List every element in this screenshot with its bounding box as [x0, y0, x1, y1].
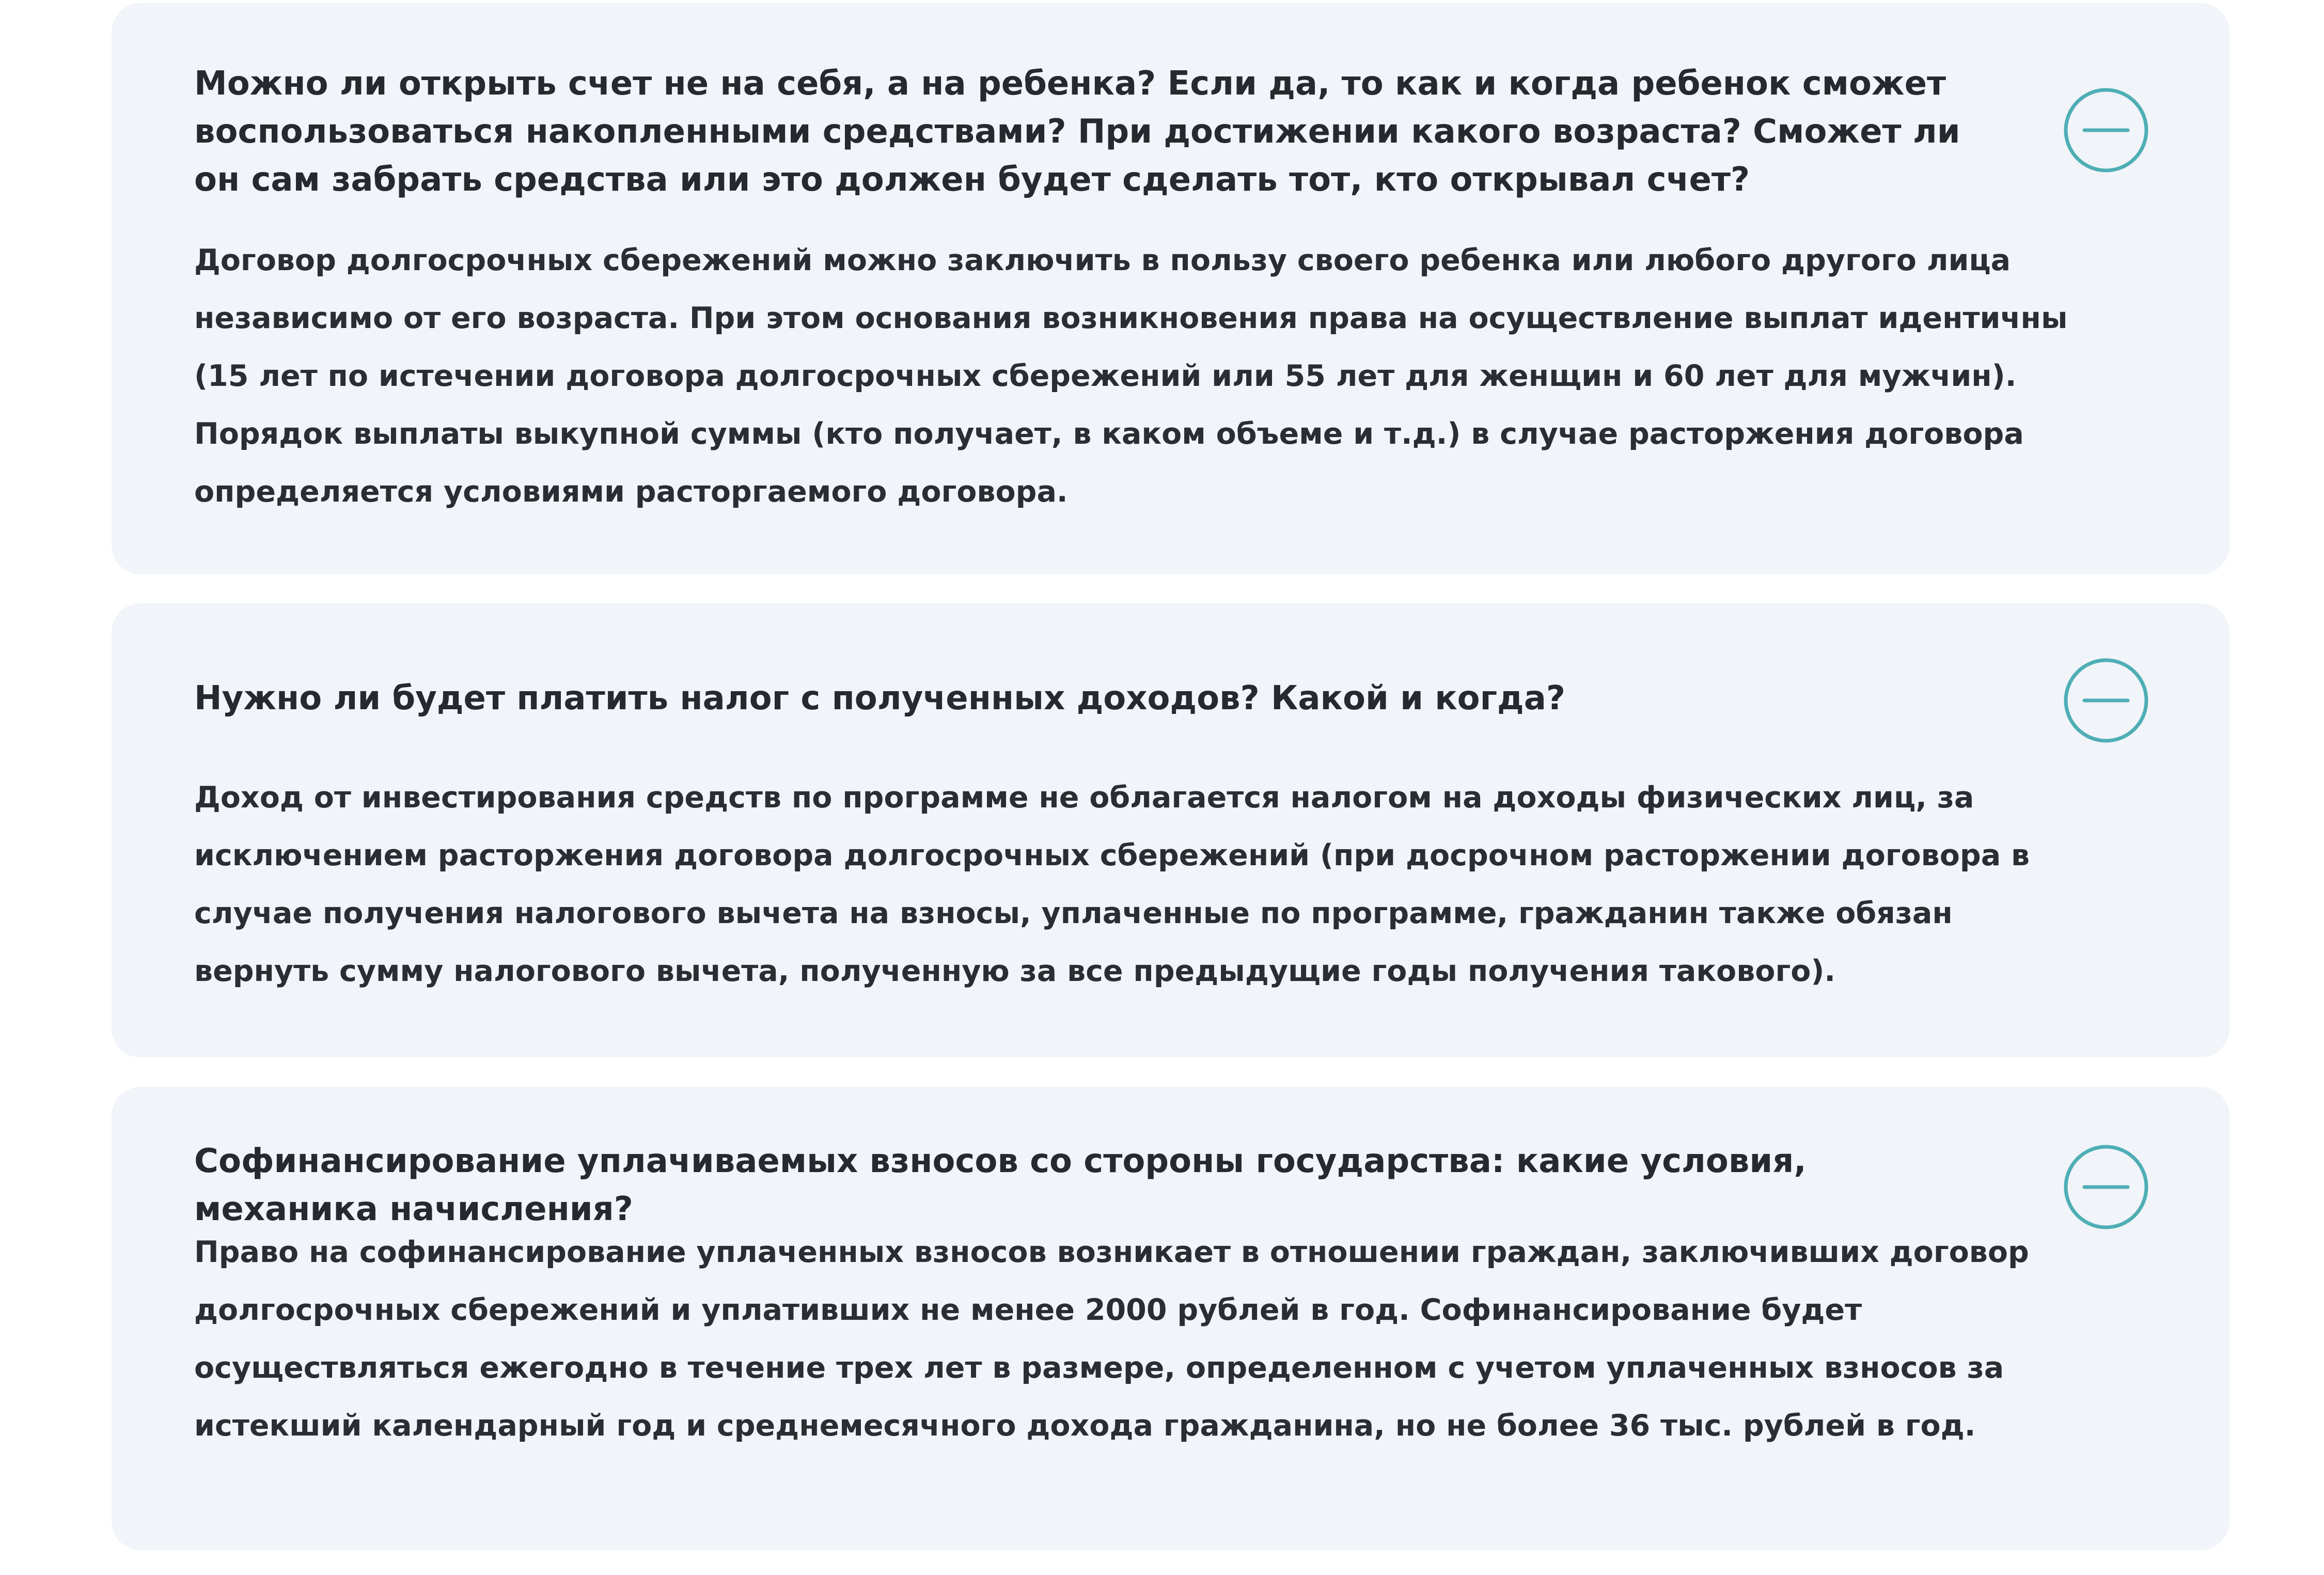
faq-answer: Доход от инвестирования средств по программе не облагается налогом на доходы физических лиц, за исключением расторжения договора долгосрочных сбережений (при досрочном расторжении договора в случае получения налогового вычета на взносы, уплаченные по программе, гражданин также обязан вернуть сумму налогового вычета, полученную за все предыдущие годы получения такового).	[194, 781, 2030, 988]
collapse-button[interactable]	[2064, 88, 2148, 173]
faq-answer: Договор долгосрочных сбережений можно заключить в пользу своего ребенка или любого другого лица независимо от его возраста. При этом основания возникновения права на осуществление выплат идентичны (15 лет по истечении договора долгосрочных сбережений или 55 лет для женщин и 60 лет для мужчин). Порядок выплаты выкупной суммы (кто получает, в каком объеме и т.д.) в случае расторжения договора определяется условиями расторгаемого договора.	[194, 243, 2068, 509]
faq-question[interactable]: Нужно ли будет платить налог с полученных доходов? Какой и когда?	[194, 679, 1566, 718]
minus-circle-icon	[2064, 1145, 2148, 1229]
minus-circle-icon	[2064, 88, 2148, 173]
faq-question[interactable]: Софинансирование уплачиваемых взносов со стороны государства: какие условия, механика начисления?	[194, 1142, 1807, 1228]
collapse-button[interactable]	[2064, 1145, 2148, 1229]
faq-item	[112, 603, 2229, 1057]
faq-item	[112, 1087, 2229, 1550]
faq-item	[112, 3, 2229, 574]
collapse-button[interactable]	[2064, 658, 2148, 743]
faq-answer: Право на софинансирование уплаченных взносов возникает в отношении граждан, заключивших договор долгосрочных сбережений и уплативших не менее 2000 рублей в год. Софинансирование будет осуществляться ежегодно в течение трех лет в размере, определенном с учетом уплаченных взносов за истекший календарный год и среднемесячного дохода гражданина, но не более 36 тыс. рублей в год.	[194, 1235, 2029, 1443]
minus-circle-icon	[2064, 658, 2148, 743]
faq-question[interactable]: Можно ли открыть счет не на себя, а на ребенка? Если да, то как и когда ребенок сможет воспользоваться накопленными средствами? При достижении какого возраста? Сможет ли он сам забрать средства или это должен будет сделать тот, кто открывал счет?	[194, 65, 1960, 199]
